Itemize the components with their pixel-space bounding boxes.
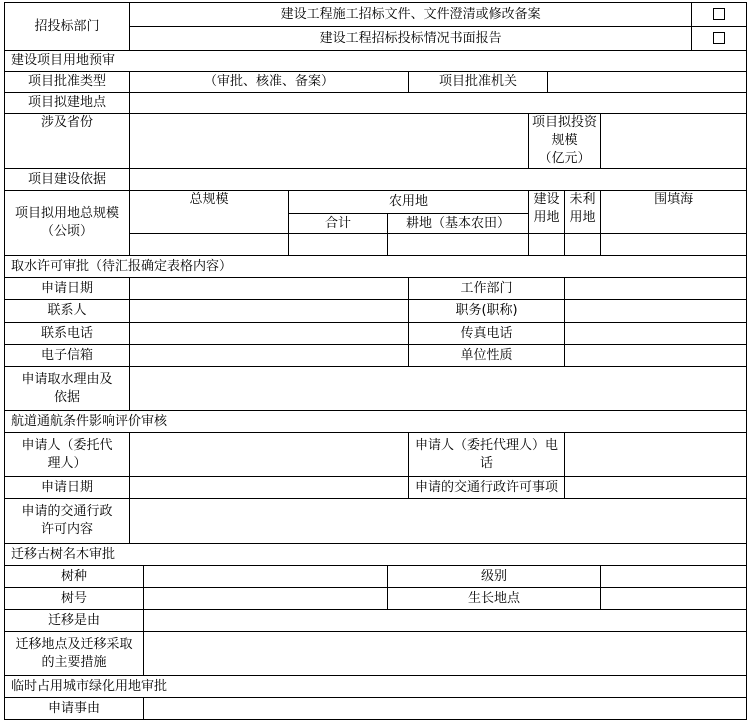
water-dept-label: 工作部门 bbox=[409, 278, 565, 300]
tree-measures-line2: 的主要措施 bbox=[41, 654, 107, 670]
unused-land-field[interactable] bbox=[565, 234, 601, 256]
total-scale-field[interactable] bbox=[130, 234, 289, 256]
water-reason-label bbox=[5, 367, 130, 411]
green-matter-field[interactable] bbox=[144, 698, 747, 720]
filing-item-bid-report-checkbox[interactable] bbox=[692, 27, 747, 51]
subtotal-header: 合计 bbox=[289, 214, 388, 234]
checkbox-icon bbox=[713, 8, 725, 20]
section-title-channel: 航道通航条件影响评价审核 bbox=[5, 411, 747, 433]
channel-applicant-phone-field[interactable] bbox=[565, 433, 747, 477]
water-reason-line1: 申请取水理由及 bbox=[21, 371, 113, 387]
water-position-field[interactable] bbox=[565, 300, 747, 323]
approval-org-label: 项目批准机关 bbox=[409, 72, 548, 93]
tree-level-field[interactable] bbox=[601, 566, 747, 588]
tree-location-label: 生长地点 bbox=[388, 588, 601, 610]
water-reason-field[interactable] bbox=[130, 367, 747, 411]
site-label: 项目拟建地点 bbox=[5, 93, 130, 114]
water-unit-type-label: 单位性质 bbox=[409, 345, 565, 367]
channel-content-label bbox=[5, 499, 130, 544]
water-contact-field[interactable] bbox=[130, 300, 409, 323]
section-title-green: 临时占用城市绿化用地审批 bbox=[5, 676, 747, 698]
water-contact-label: 联系人 bbox=[5, 300, 130, 323]
checkbox-icon bbox=[713, 32, 725, 44]
channel-applicant-label bbox=[5, 433, 130, 477]
section-title-tree: 迁移古树名木审批 bbox=[5, 544, 747, 566]
land-area-label bbox=[5, 191, 130, 256]
filing-item-bid-report: 建设工程招标投标情况书面报告 bbox=[130, 27, 692, 51]
construction-land-header bbox=[529, 191, 565, 234]
channel-content-line1: 申请的交通行政 bbox=[21, 504, 113, 519]
channel-applicant-line2: 理人） bbox=[47, 455, 87, 471]
approval-type-options: （审批、核准、备案） bbox=[130, 72, 409, 93]
unused-land-header bbox=[565, 191, 601, 234]
approval-org-field[interactable] bbox=[548, 72, 747, 93]
green-matter-label: 申请事由 bbox=[5, 698, 144, 720]
invest-scale-field[interactable] bbox=[601, 114, 747, 169]
unused-land-line2: 用地 bbox=[569, 210, 596, 225]
tree-reason-field[interactable] bbox=[144, 610, 747, 632]
water-date-label: 申请日期 bbox=[5, 278, 130, 300]
channel-permit-item-field[interactable] bbox=[565, 477, 747, 499]
site-field[interactable] bbox=[130, 93, 747, 114]
tree-species-label: 树种 bbox=[5, 566, 144, 588]
provinces-field[interactable] bbox=[130, 114, 529, 169]
land-area-label-line2: （公顷） bbox=[41, 224, 94, 239]
channel-date-label: 申请日期 bbox=[5, 477, 130, 499]
basis-label: 项目建设依据 bbox=[5, 169, 130, 191]
tree-measures-label bbox=[5, 632, 144, 676]
channel-applicant-phone-label bbox=[409, 433, 565, 477]
water-phone-label: 联系电话 bbox=[5, 323, 130, 345]
provinces-label: 涉及省份 bbox=[5, 114, 130, 169]
tree-measures-field[interactable] bbox=[144, 632, 747, 676]
channel-content-line2: 许可内容 bbox=[41, 522, 94, 537]
water-fax-field[interactable] bbox=[565, 323, 747, 345]
channel-content-field[interactable] bbox=[130, 499, 747, 544]
water-fax-label: 传真电话 bbox=[409, 323, 565, 345]
invest-scale-label-line2: （亿元） bbox=[538, 151, 591, 166]
water-email-label: 电子信箱 bbox=[5, 345, 130, 367]
tree-location-field[interactable] bbox=[601, 588, 747, 610]
form-table bbox=[4, 2, 747, 720]
water-unit-type-field[interactable] bbox=[565, 345, 747, 367]
water-date-field[interactable] bbox=[130, 278, 409, 300]
water-dept-field[interactable] bbox=[565, 278, 747, 300]
water-email-field[interactable] bbox=[130, 345, 409, 367]
filing-item-tender-docs: 建设工程施工招标文件、文件澄清或修改备案 bbox=[130, 3, 692, 27]
channel-date-field[interactable] bbox=[130, 477, 409, 499]
application-form bbox=[4, 2, 694, 721]
arable-land-field[interactable] bbox=[388, 234, 529, 256]
channel-applicant-phone-line2: 话 bbox=[480, 455, 494, 471]
approval-type-label: 项目批准类型 bbox=[5, 72, 130, 93]
dept-label: 招投标部门 bbox=[5, 3, 130, 51]
land-area-label-line1: 项目拟用地总规模 bbox=[15, 206, 120, 221]
section-title-land: 建设项目用地预审 bbox=[5, 51, 747, 72]
construction-land-line1: 建设 bbox=[533, 192, 560, 207]
channel-applicant-phone-line1: 申请人（委托代理人）电 bbox=[415, 437, 559, 453]
reclamation-field[interactable] bbox=[601, 234, 747, 256]
tree-number-label: 树号 bbox=[5, 588, 144, 610]
tree-reason-label: 迁移是由 bbox=[5, 610, 144, 632]
arable-land-header: 耕地（基本农田） bbox=[388, 214, 529, 234]
channel-applicant-field[interactable] bbox=[130, 433, 409, 477]
channel-permit-item-label: 申请的交通行政许可事项 bbox=[409, 477, 565, 499]
construction-land-line2: 用地 bbox=[533, 210, 560, 225]
section-title-water: 取水许可审批（待汇报确定表格内容） bbox=[5, 256, 747, 278]
water-position-label: 职务(职称) bbox=[409, 300, 565, 323]
tree-species-field[interactable] bbox=[144, 566, 388, 588]
tree-number-field[interactable] bbox=[144, 588, 388, 610]
tree-measures-line1: 迁移地点及迁移采取 bbox=[15, 636, 133, 652]
water-reason-line2: 依据 bbox=[54, 389, 81, 405]
total-scale-header: 总规模 bbox=[130, 191, 289, 234]
subtotal-field[interactable] bbox=[289, 234, 388, 256]
unused-land-line1: 未利 bbox=[569, 192, 596, 207]
construction-land-field[interactable] bbox=[529, 234, 565, 256]
channel-applicant-line1: 申请人（委托代 bbox=[21, 437, 113, 453]
invest-scale-label bbox=[529, 114, 601, 169]
water-phone-field[interactable] bbox=[130, 323, 409, 345]
farmland-header: 农用地 bbox=[289, 191, 529, 214]
filing-item-tender-docs-checkbox[interactable] bbox=[692, 3, 747, 27]
reclamation-header: 围填海 bbox=[601, 191, 747, 234]
basis-field[interactable] bbox=[130, 169, 747, 191]
invest-scale-label-line1: 项目拟投资规模 bbox=[532, 115, 598, 148]
tree-level-label: 级别 bbox=[388, 566, 601, 588]
